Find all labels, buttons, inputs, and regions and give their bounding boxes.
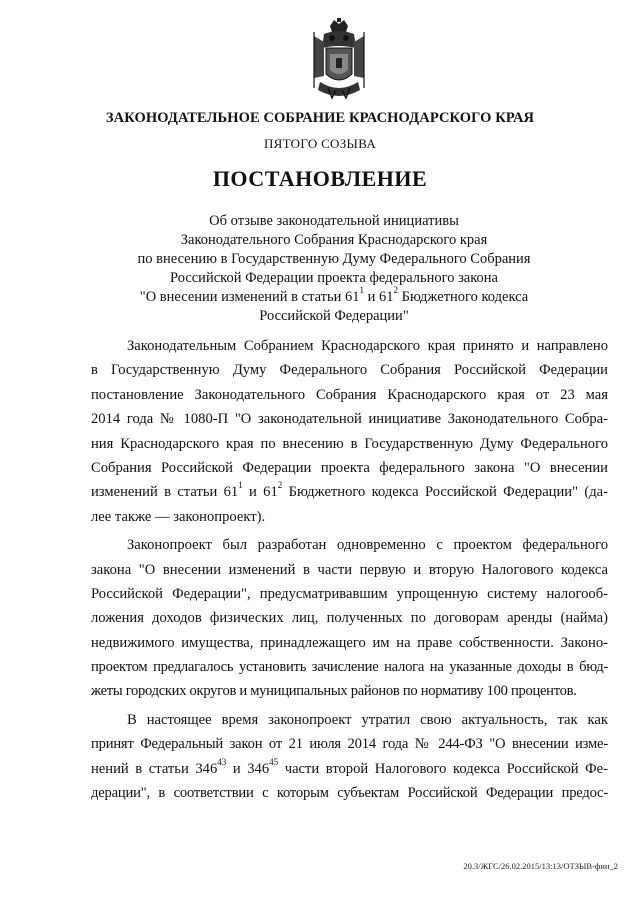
body-line: дерации", в соответствии с которым субъектам Российской Федерации предос- <box>91 785 608 802</box>
body-line: в Государственную Думу Федерального Собрания Российской Федерации <box>91 362 608 379</box>
body-line: ния Краснодарского края по внесению в Государственную Думу Федерального <box>91 435 608 452</box>
subject-line: Об отзыве законодательной инициативы <box>209 213 459 229</box>
document-footer-code: 20.3/ЖГС/26.02.2015/13:13/ОТЗЫВ-фин_2 <box>463 861 618 871</box>
body-line: изменений в статьи $61^1$ и $61^2$ Бюджетного кодекса Российской Федерации" (да- <box>91 480 608 501</box>
body-line: Российской Федерации", предусматривавшим упрощенную систему налогооб- <box>91 585 608 602</box>
body-line: Законодательным Собранием Краснодарского края принято и направлено <box>127 338 608 354</box>
body-line: нений в статьи $346^{43}$ и $346^{45}$ части второй Налогового кодекса Российской Фе- <box>91 756 609 777</box>
body-line: закона "О внесении изменений в части первую и вторую Налогового кодекса <box>91 561 608 578</box>
organization-name: ЗАКОНОДАТЕЛЬНОЕ СОБРАНИЕ КРАСНОДАРСКОГО КРАЯ <box>105 110 535 126</box>
body-line: принят Федеральный закон от 21 июля 2014 года № 244-ФЗ "О внесении изме- <box>91 736 608 753</box>
body-line: В настоящее время законопроект утратил свою актуальность, так как <box>127 711 608 728</box>
convocation-label: ПЯТОГО СОЗЫВА <box>263 136 377 151</box>
body-line: жеты городских округов и муниципальных районов по нормативу 100 процентов. <box>91 683 577 700</box>
document-subject <box>100 212 568 326</box>
body-line: 2014 года № 1080-П "О законодательной инициативе Законодательного Собра- <box>91 411 608 428</box>
coat-of-arms-icon <box>310 18 368 102</box>
subject-line: Законодательного Собрания Краснодарского края <box>180 232 488 248</box>
body-line: Законопроект был разработан одновременно с проектом федерального <box>127 537 608 554</box>
document-body <box>91 334 608 805</box>
subject-line: Российской Федерации" <box>259 308 409 324</box>
subject-line: "О внесении изменений в статьи $61^1$ и $61^2$ Бюджетного кодекса <box>139 285 529 305</box>
body-line: недвижимого имущества, принадлежащего им на праве собственности. Законо- <box>91 634 608 651</box>
body-line: проектом предлагалось установить зачисление налога на указанные доходы в бюд- <box>91 659 608 676</box>
document-type-title: ПОСТАНОВЛЕНИЕ <box>212 166 428 191</box>
body-line: Собрания Российской Федерации проекта федерального закона "О внесении <box>91 459 608 476</box>
body-line: лее также — законопроект). <box>91 508 266 525</box>
body-line: постановление Законодательного Собрания Краснодарского края от 23 мая <box>91 386 608 403</box>
subject-line: Российской Федерации проекта федерального закона <box>170 270 498 286</box>
body-line: ложения доходов физических лиц, полученных по договорам аренды (найма) <box>91 610 608 627</box>
subject-line: по внесению в Государственную Думу Федерального Собрания <box>137 251 531 267</box>
